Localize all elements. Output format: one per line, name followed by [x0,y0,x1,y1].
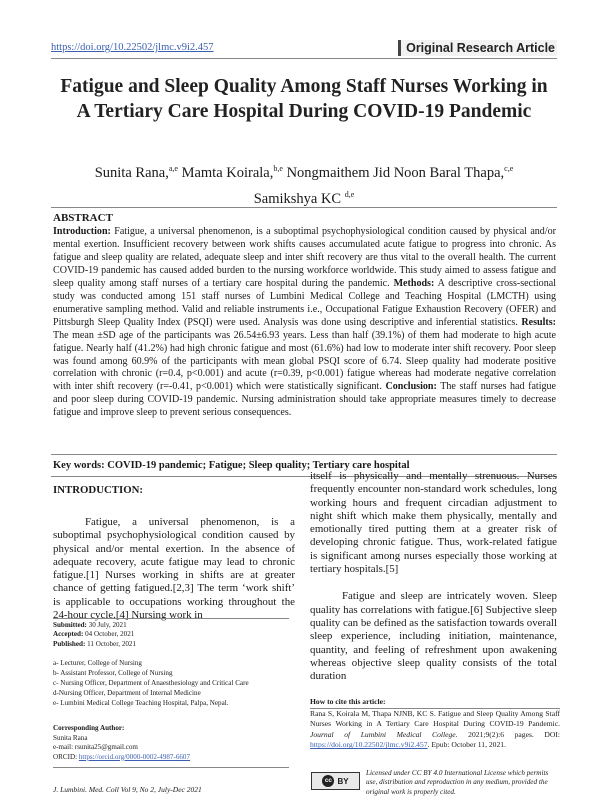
citation-authors: Rana S, Koirala M, Thapa NJNB, KC S. Fatigue and Sleep Quality Among Staff Nurses Working in A Tertiary Care Hospital During COVID-19 Pandemic. [310,708,560,729]
license-text: Licensed under CC BY 4.0 International License which permits use, distribution and reproduction in any medium, provided the original work is properly cited. [366,769,549,796]
introduction-paragraph: Fatigue, a universal phenomenon, is a suboptimal psychophysiological condition caused by physical and/or mental exertion. In the absence of adequate recovery, acute fatigue may lead to chronic fatigue.[1] Nurses working in shifts are at greater chance of getting fatigued.[2,3] The term ‘work shift’ is applicable to occupations working throughout the 24-hour cycle.[4] Nursing work in [53,516,295,622]
citation-journal: Journal of Lumbini Medical College. [310,729,458,739]
abstract-results-label: Results: [517,316,556,328]
abstract-conclusion-label: Conclusion: [381,381,437,393]
affiliation-item: d-Nursing Officer, Department of Internal Medicine [53,689,201,697]
keywords-top-divider [51,454,557,455]
author-affiliation-mark: a,e [168,164,178,173]
header-divider [51,58,557,59]
introduction-paragraph: Fatigue and sleep are intricately woven. Sleep quality has correlations with fatigue.[6] Subjective sleep quality can be defined as the satisfaction towards overall sleep experience, including initiation, maintenance, quantity, and feeling of refreshment upon awakening whereas objective sleep quality consists of the total duration [310,590,557,683]
accepted-date: 04 October, 2021 [83,630,135,639]
author-name: Sunita Rana, [94,164,169,181]
affiliation-item: c- Nursing Officer, Department of Anaesthesiology and Critical Care [53,679,249,687]
page-header [51,38,557,57]
article-type-badge: Original Research Article [398,40,557,56]
citation-details: 2021;9(2):6 pages. DOI: [457,729,560,739]
author-name: Nongmaithem Jid Noon Baral Thapa, [286,164,505,181]
accepted-label: Accepted: [53,630,84,639]
cc-license-badge[interactable] [311,772,360,790]
introduction-paragraph: itself is physically and mentally strenuous. Nurses frequently encounter non-standard work schedules, long working hours and frequent circadian adjustment to night shift which make them physically, mentally and emotionally tired putting them at a greater risk of developing chronic fatigue. Thus, work-related fatigue is significant among nurses especially those working at tertiary hospitals.[5] [310,470,557,576]
abstract-methods-text: A descriptive cross-sectional study was conducted among 151 staff nurses of Lumbini Medical College and Teaching Hospital (LMCTH) using enumerative sampling method. Valid and reliable instruments i.e., Occupational Fatigue Exhaustion Recovery (OFER) and Pittsburgh Sleep Quality Index (PSQI) were used. Analysis was done using descriptive and inferential statistics. [53,277,556,328]
affiliation-item: b- Assistant Professor, College of Nursing [53,669,173,677]
keywords: Key words: COVID-19 pandemic; Fatigue; Sleep quality; Tertiary care hospital [53,460,410,471]
corresponding-author-name: Sunita Rana [53,733,88,742]
left-column [53,484,295,622]
affiliation-item: a- Lecturer, College of Nursing [53,659,142,667]
cc-by-label: BY [337,776,349,786]
abstract-intro-text: Fatigue, a universal phenomenon, is a suboptimal psychophysiological condition caused by physical and/or mental exertion. Insufficient recovery between work shifts causes accumulated acute fatigue to progress into chronic. As fatigue and sleep quality are related, adequate sleep and inter shift recovery are thus vital to the overall health. The current COVID-19 pandemic has caused added burden to the nursing workforce worldwide. This study aimed to assess fatigue and sleep quality among staff nurses of a tertiary care hospital during the pandemic. [53,226,556,289]
abstract-body [53,226,556,420]
corresponding-author [53,724,303,762]
author-name: Mamta Koirala, [181,164,274,181]
published-label: Published: [53,639,86,648]
corresponding-author-label: Corresponding Author: [53,724,125,732]
abstract-results-text: The mean ±SD age of the participants was 26.54±6.93 years. Less than half (39.1%) of them had moderate to high acute fatigue. Nearly half (41.2%) had high chronic fatigue and most (61.6%) had low to moderate inter shift recovery. Poor sleep was found among 60.9% of the participants with mean global PSQI score of 6.74. Sleep quality had moderate positive correlation with chronic (r=0.4, p<0.001) and acute (r=0.39, p<0.001) fatigue whereas had moderate negative correlation with inter shift recovery (r=-0.41, p<0.001) which were statistically significant. [53,329,556,393]
journal-footer: J. Lumbini. Med. Coll Vol 9, No 2, July-Dec 2021 [53,785,202,794]
orcid-label: ORCID: [53,752,79,761]
citation-doi-link[interactable]: https://doi.org/10.22502/jlmc.v9i2.457 [310,740,428,750]
abstract-methods-label: Methods: [389,277,435,289]
corresponding-author-email: e-mail: rsunita25@gmail.com [53,743,138,752]
orcid-link[interactable]: https://orcid.org/0000-0002-4987-6607 [78,752,191,761]
right-column [310,470,557,683]
author-affiliation-mark: b,e [273,164,283,173]
affiliation-item: e- Lumbini Medical College Teaching Hospital, Palpa, Nepal. [53,699,229,707]
citation-box [310,697,560,751]
author-list [60,158,548,210]
cc-icon: cc [322,775,334,787]
abstract-conclusion-text: The staff nurses had fatigue and poor sleep during COVID-19 pandemic. Nursing administration should take appropriate measures timely to decrease fatigue and improve sleep to prevent serious consequences. [53,381,556,419]
submitted-label: Submitted: [53,621,87,629]
published-date: 11 October, 2021 [85,639,137,648]
publication-dates [53,618,289,649]
article-title: Fatigue and Sleep Quality Among Staff Nurses Working in A Tertiary Care Hospital During COVID-19 Pandemic [60,76,548,122]
author-affiliation-mark: d,e [344,189,355,199]
citation-epub: . Epub: October 11, 2021. [427,740,506,750]
abstract-heading: ABSTRACT [53,212,113,224]
author-affiliation-mark: c,e [504,164,514,173]
abstract-top-divider [51,207,557,208]
submitted-date: 30 July, 2021 [86,621,127,629]
author-name: Samikshya KC [253,190,342,207]
abstract-intro-label: Introduction: [53,226,111,237]
citation-heading: How to cite this article: [310,697,560,709]
correspondence-divider [53,767,289,768]
doi-link[interactable]: https://doi.org/10.22502/jlmc.v9i2.457 [51,42,214,53]
affiliations [53,658,303,708]
introduction-heading: INTRODUCTION: [53,484,143,496]
